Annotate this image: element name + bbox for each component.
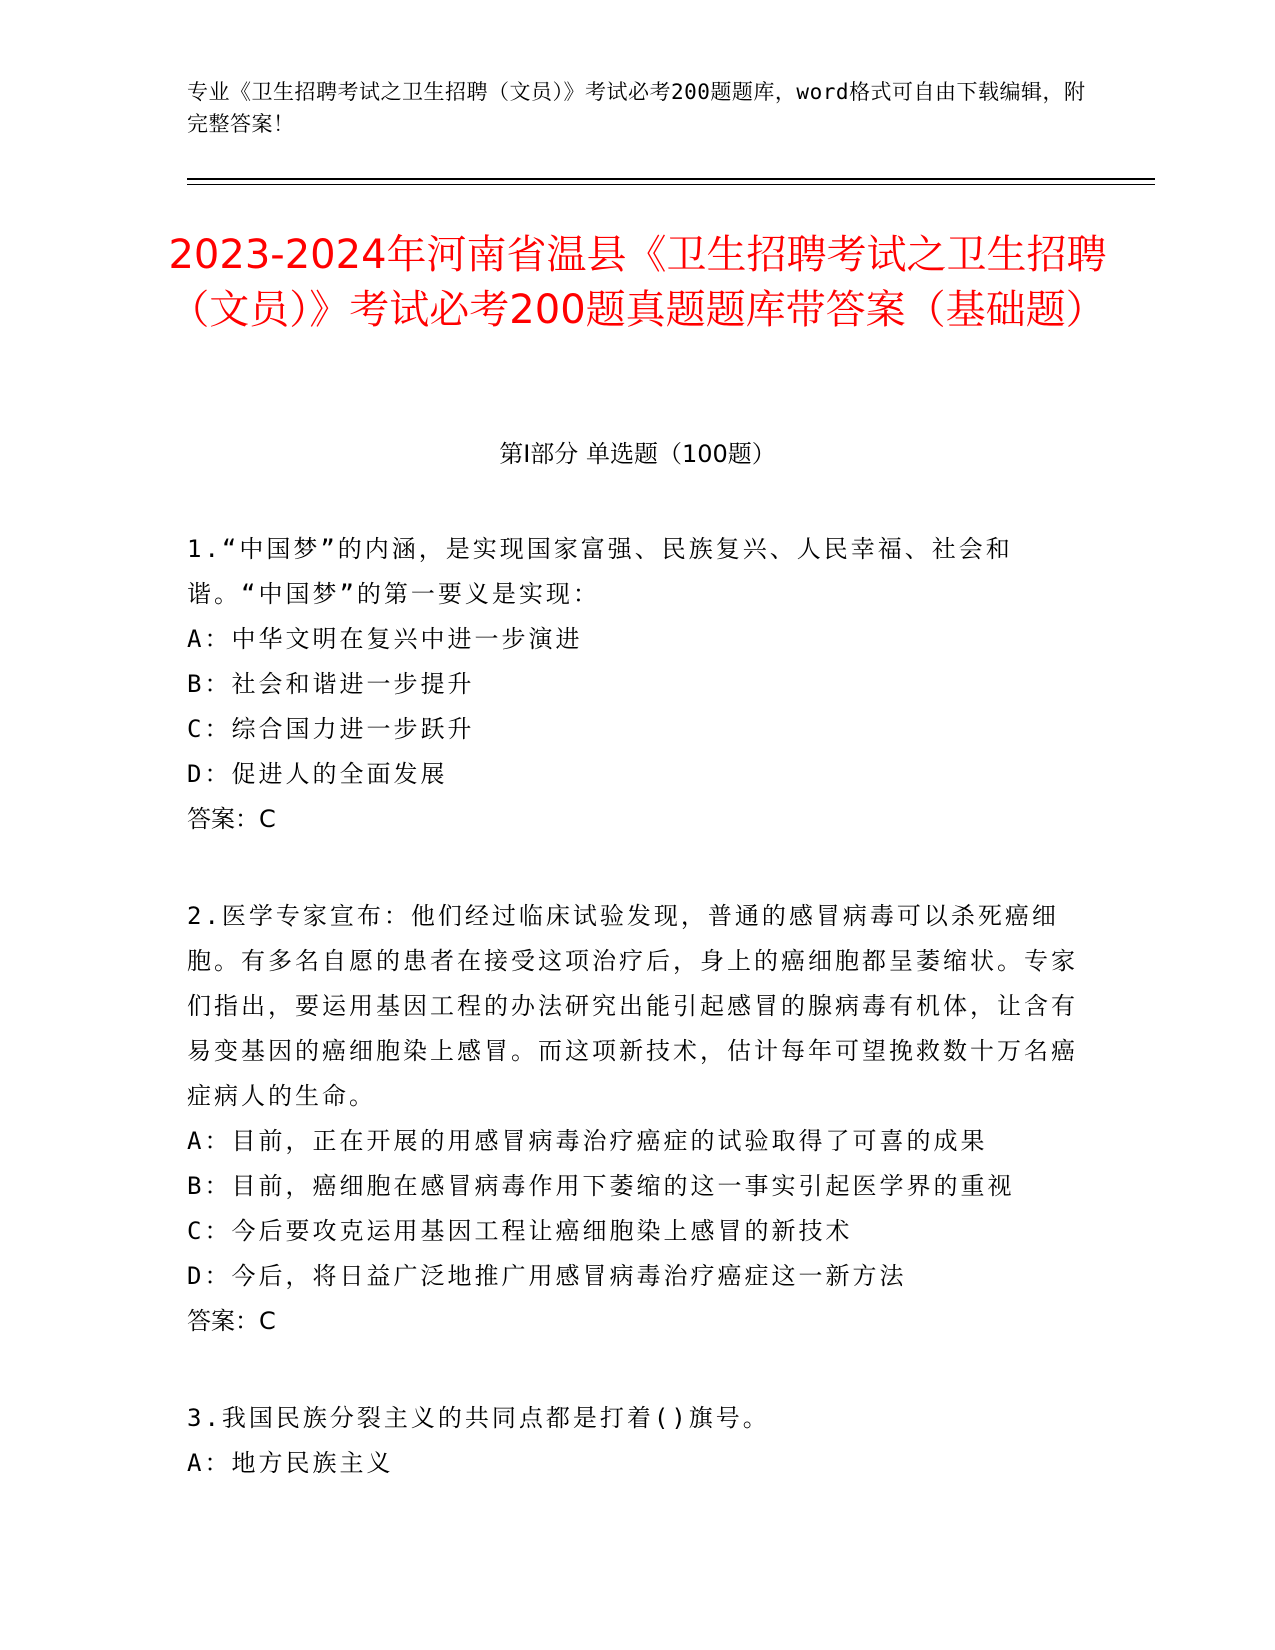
question-list: [187, 527, 1087, 1538]
header-divider-thin: [187, 184, 1155, 185]
option-c: C：今后要攻克运用基因工程让癌细胞染上感冒的新技术: [187, 1217, 853, 1245]
question-stem: 2.医学专家宣布：他们经过临床试验发现，普通的感冒病毒可以杀死癌细胞。有多名自愿的患者在接受这项治疗后，身上的癌细胞都呈萎缩状。专家们指出，要运用基因工程的办法研究出能引起感冒的腺病毒有机体，让含有易变基因的癌细胞染上感冒。而这项新技术，估计每年可望挽救数十万名癌症病人的生命。: [187, 902, 1078, 1110]
option-d: D：今后，将日益广泛地推广用感冒病毒治疗癌症这一新方法: [187, 1262, 907, 1290]
option-b: B：目前，癌细胞在感冒病毒作用下萎缩的这一事实引起医学界的重视: [187, 1172, 1015, 1200]
question-3: [187, 1396, 1087, 1486]
header-note: 专业《卫生招聘考试之卫生招聘（文员）》考试必考200题题库，word格式可自由下载编辑，附完整答案！: [187, 80, 1086, 136]
option-d: D：促进人的全面发展: [187, 760, 448, 788]
document-title: 2023-2024年河南省温县《卫生招聘考试之卫生招聘（文员）》考试必考200题真题题库带答案（基础题）: [168, 232, 1107, 333]
header-divider: [187, 178, 1155, 180]
option-a: A：目前，正在开展的用感冒病毒治疗癌症的试验取得了可喜的成果: [187, 1127, 988, 1155]
section-title: 第Ⅰ部分 单选题（100题）: [499, 440, 776, 468]
question-1: [187, 527, 1087, 842]
question-stem: 3.我国民族分裂主义的共同点都是打着()旗号。: [187, 1404, 770, 1432]
answer: 答案：C: [187, 805, 276, 833]
option-a: A：地方民族主义: [187, 1449, 394, 1477]
option-a: A：中华文明在复兴中进一步演进: [187, 625, 583, 653]
option-b: B：社会和谐进一步提升: [187, 670, 475, 698]
answer: 答案：C: [187, 1307, 276, 1335]
question-2: [187, 894, 1087, 1344]
option-c: C：综合国力进一步跃升: [187, 715, 475, 743]
question-stem: 1.“中国梦”的内涵，是实现国家富强、民族复兴、人民幸福、社会和谐。“中国梦”的第一要义是实现：: [187, 535, 1013, 608]
